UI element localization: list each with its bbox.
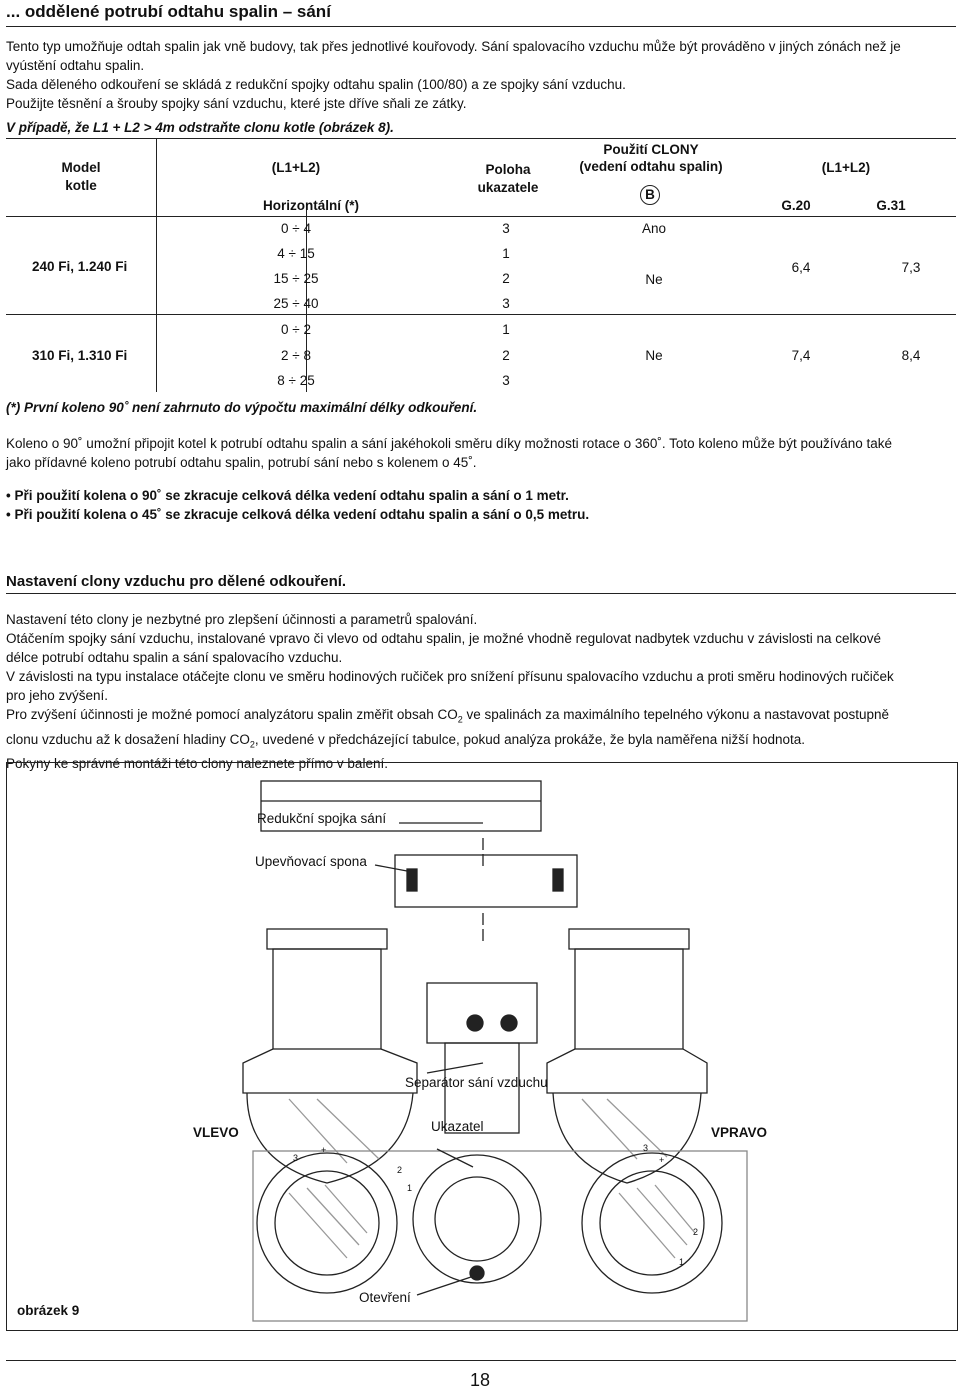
footer-rule [6,1360,956,1361]
g31-310: 8,4 [901,348,921,363]
bullet-list [6,486,954,524]
page-title: ... oddělené potrubí odtahu spalin – sání [6,2,331,21]
clona-ano: Ano [641,221,667,236]
position-cell: 2 [502,348,510,363]
dial-center-outer [413,1155,541,1283]
header-g20: G.20 [781,198,811,213]
dial-mark: + [321,1145,327,1155]
header-ukazatele: ukazatele [477,180,539,195]
header-model: Model [61,160,101,175]
position-cell: 3 [502,221,510,236]
range-cell: 0 ÷ 4 [281,221,311,236]
page-number: 18 [469,1370,491,1390]
warning-note: V případě, že L1 + L2 > 4m odstraňte clonu kotle (obrázek 8). [6,120,394,135]
clona-ne-310: Ne [645,348,663,363]
pokyny-line: Pokyny ke správné montáži této clony naleznete přímo v balení. [6,756,388,772]
dial-mark: 1 [679,1257,685,1267]
g20-310: 7,4 [791,348,811,363]
range-cell: 4 ÷ 15 [277,246,315,261]
section-line: V závislosti na typu instalace otáčejte clonu ve směru hodinových ručiček pro snížení přísunu spalovacího vzduchu a proti směru hodinových ručiček [6,669,894,684]
dial-mark: 3 [643,1143,649,1153]
header-horizontal: Horizontální (*) [263,198,359,213]
range-cell: 15 ÷ 25 [273,271,319,286]
model-310: 310 Fi, 1.310 Fi [32,348,128,363]
section-paragraph [6,610,954,773]
section-line: Otáčením spojky sání vzduchu, instalované vpravo či vlevo od odtahu spalin, je možné vhodně regulovat nadbytek vzduchu v závislosti na celkové [6,631,881,646]
label-vpravo: VPRAVO [711,1125,768,1140]
dial-mark: 2 [693,1227,699,1237]
co2-line-2: clonu vzduchu až k dosažení hladiny $CO_2$, uvedené v předcházející tabulce, pokud analýza prokáže, že byla naměřena nižší hodnota. [6,731,806,750]
label-upevnovaci-spona: Upevňovací spona [255,854,367,869]
table-footnote: (*) První koleno 90˚ není zahrnuto do výpočtu maximální délky odkouření. [6,400,478,415]
position-cell: 3 [502,296,510,311]
header-kotle: kotle [65,178,97,193]
dial-mark: 2 [397,1165,403,1175]
header-b-marker: B [640,185,660,205]
g20-240: 6,4 [791,260,811,275]
label-otevreni: Otevření [359,1290,411,1305]
clona-ne-240: Ne [645,272,663,287]
range-cell: 8 ÷ 25 [277,373,315,388]
figure-9 [6,762,958,1331]
range-cell: 2 ÷ 8 [281,348,311,363]
label-separator: Separátor sání vzduchu [405,1075,548,1090]
label-redukcni-spojka: Redukční spojka sání [257,811,387,826]
header-g31: G.31 [876,198,906,213]
intro-line: Použijte těsnění a šrouby spojky sání vzduchu, které jste dříve sňali ze zátky. [6,96,467,111]
intro-paragraph [6,37,954,113]
bullet-item: • Při použití kolena o 90˚ se zkracuje celková délka vedení odtahu spalin a sání o 1 metr. [6,488,569,503]
position-cell: 1 [502,322,510,337]
position-cell: 1 [502,246,510,261]
clamp-bracket [395,855,577,907]
label-ukazatel: Ukazatel [431,1119,484,1134]
g31-240: 7,3 [901,260,921,275]
intro-line: Sada děleného odkouření se skládá z redukční spojky odtahu spalin (100/80) a ze spojky sání vzduchu. [6,77,626,92]
dial-mark: 3 [293,1153,299,1163]
co2-line-1: Pro zvýšení účinnosti je možné pomocí analyzátoru spalin změřit obsah $CO_2$ ve spalinách za maximálního tepelného výkonu a nastavovat postupně [6,707,890,725]
label-vlevo: VLEVO [193,1125,239,1140]
range-cell: 0 ÷ 2 [281,322,311,337]
header-poloha: Poloha [485,162,531,177]
section-line: pro jeho zvýšení. [6,688,109,703]
figure-drawing [7,763,957,1330]
koleno-line: jako přídavné koleno potrubí odtahu spalin, potrubí sání nebo s kolenem o 45˚. [6,455,477,470]
header-pouziti-clony: Použití CLONY [603,142,699,157]
section-line: délce potrubí odtahu spalin a sání spalovacího vzduchu. [6,650,343,665]
koleno-paragraph [6,434,954,472]
intro-line: vyústění odtahu spalin. [6,58,145,73]
range-cell: 25 ÷ 40 [273,296,319,311]
dial-mark: 1 [407,1183,413,1193]
figure-caption: obrázek 9 [17,1303,80,1318]
bullet-item: • Při použití kolena o 45˚ se zkracuje celková délka vedení odtahu spalin a sání o 0,5 metru. [6,507,590,522]
dial-left-outer [257,1153,397,1293]
header-l1l2: (L1+L2) [271,160,321,175]
section-line: Nastavení této clony je nezbytné pro zlepšení účinnosti a parametrů spalování. [6,612,478,627]
koleno-line: Koleno o 90˚ umožní připojit kotel k potrubí odtahu spalin a sání jakéhokoli směru díky možnosti rotace o 360˚. Toto koleno může být používáno také [6,436,893,451]
model-240: 240 Fi, 1.240 Fi [32,259,128,274]
section-title: Nastavení clony vzduchu pro dělené odkouření. [6,573,347,590]
position-cell: 2 [502,271,510,286]
title-rule [6,26,956,27]
header-l1l2-right: (L1+L2) [821,160,871,175]
dial-mark: + [659,1155,665,1165]
position-cell: 3 [502,373,510,388]
header-vedeni: (vedení odtahu spalin) [579,159,723,174]
section-rule [6,593,956,594]
intro-line: Tento typ umožňuje odtah spalin jak vně budovy, tak přes jednotlivé kouřovody. Sání spalovacího vzduchu může být prováděno v jiných zónách než je [6,39,901,54]
settings-table [6,138,956,398]
